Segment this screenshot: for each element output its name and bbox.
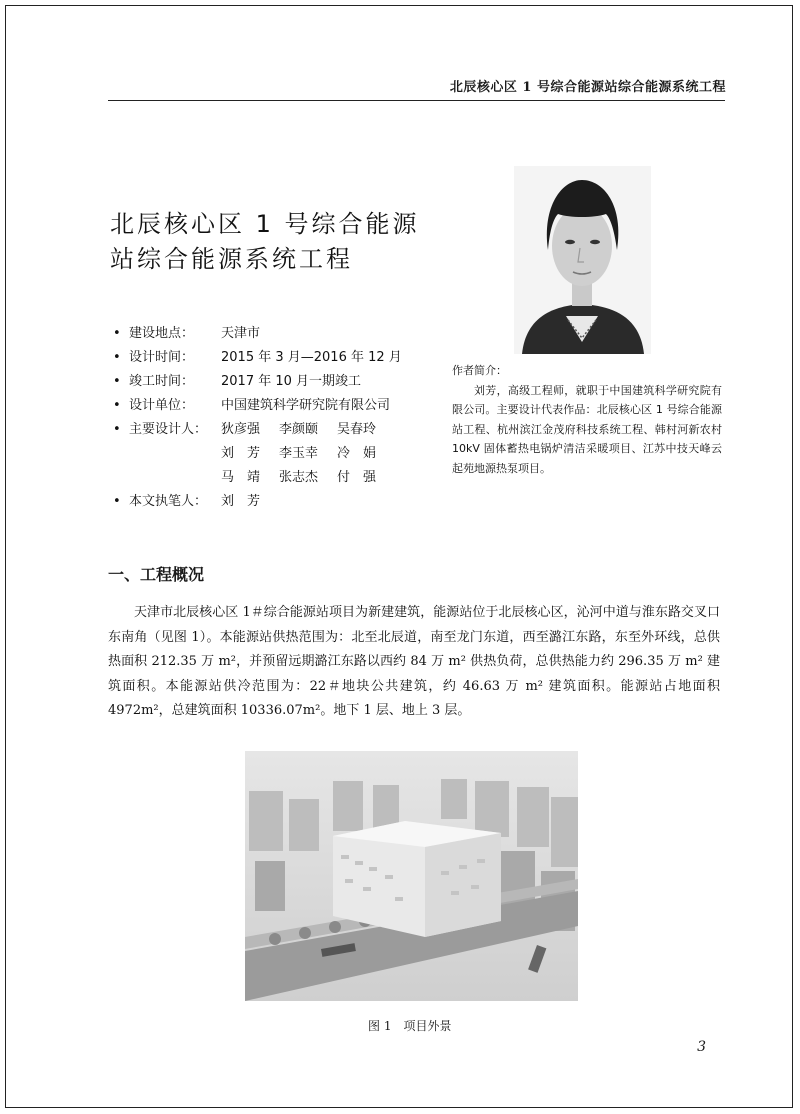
article-title	[110, 207, 440, 277]
info-label: 竣工时间：	[129, 374, 195, 389]
figure-caption: 图 1 项目外景	[368, 1019, 452, 1033]
bullet: •	[113, 494, 121, 509]
info-location	[113, 322, 433, 346]
header-divider	[108, 100, 725, 101]
info-label: 本文执笔人：	[129, 494, 208, 509]
designer-name: 刘 芳	[221, 446, 261, 461]
author-bio-text: 刘芳，高级工程师，就职于中国建筑科学研究院有限公司。主要设计代表作品：北辰核心区 1 号综合能源站工程、杭州滨江金茂府科技系统工程、韩村河新农村 10kV 固体蓄热电锅炉清洁采暖项目、江苏中技天峰云起苑地源热泵项目。	[452, 383, 722, 475]
info-label: 主要设计人：	[129, 422, 208, 437]
bullet: •	[113, 398, 121, 413]
author-portrait-image	[514, 166, 651, 354]
title-line-1: 北辰核心区 1 号综合能源	[110, 210, 420, 238]
project-info-list	[113, 322, 433, 514]
info-label: 设计单位：	[129, 398, 195, 413]
designer-name: 马 靖	[221, 470, 261, 485]
info-label: 设计时间：	[129, 350, 195, 365]
info-value: 刘 芳	[221, 494, 261, 509]
designer-names	[221, 418, 395, 490]
info-value: 中国建筑科学研究院有限公司	[221, 398, 391, 413]
designer-name: 李玉幸	[279, 446, 319, 461]
bullet: •	[113, 374, 121, 389]
running-header: 北辰核心区 1 号综合能源站综合能源系统工程	[449, 80, 726, 95]
designer-name: 冷 娟	[337, 446, 377, 461]
designer-row	[221, 466, 395, 490]
info-designers	[113, 418, 433, 490]
author-bio-heading: 作者简介：	[452, 364, 507, 377]
section-heading: 一、工程概况	[108, 565, 205, 584]
page-number: 3	[697, 1039, 706, 1055]
designer-row	[221, 418, 395, 442]
project-aerial-image	[245, 751, 578, 1001]
designer-name: 张志杰	[279, 470, 319, 485]
info-writer	[113, 490, 433, 514]
designer-row	[221, 442, 395, 466]
info-value: 天津市	[221, 326, 261, 341]
designer-name: 李颜颐	[279, 422, 319, 437]
bullet: •	[113, 326, 121, 341]
body-paragraph: 天津市北辰核心区 1＃综合能源站项目为新建建筑，能源站位于北辰核心区，沁河中道与淮东路交叉口东南角（见图 1）。本能源站供热范围为：北至北辰道，南至龙门东道，西至潞江东路，东至外环线，总供热面积 212.35 万 m²，并预留远期潞江东路以西约 84 万 m² 供热负荷，总供热能力约 296.35 万 m² 建筑面积。本能源站供冷范围为：22＃地块公共建筑，约 46.63 万 m² 建筑面积。能源站占地面积 4972m²，总建筑面积 10336.07m²。地下 1 层、地上 3 层。	[108, 605, 720, 718]
title-line-2: 站综合能源系统工程	[110, 245, 353, 273]
info-value: 2017 年 10 月一期竣工	[221, 374, 362, 389]
designer-name: 狄彦强	[221, 422, 261, 437]
designer-name: 吴春玲	[337, 422, 377, 437]
author-photo	[514, 166, 651, 354]
project-exterior-figure	[245, 751, 578, 1001]
author-bio	[452, 361, 722, 478]
info-design-unit	[113, 394, 433, 418]
info-label: 建设地点：	[129, 326, 195, 341]
info-value: 2015 年 3 月—2016 年 12 月	[221, 350, 402, 365]
info-design-period	[113, 346, 433, 370]
bullet: •	[113, 350, 121, 365]
info-completion	[113, 370, 433, 394]
designer-name: 付 强	[337, 470, 377, 485]
bullet: •	[113, 422, 121, 437]
